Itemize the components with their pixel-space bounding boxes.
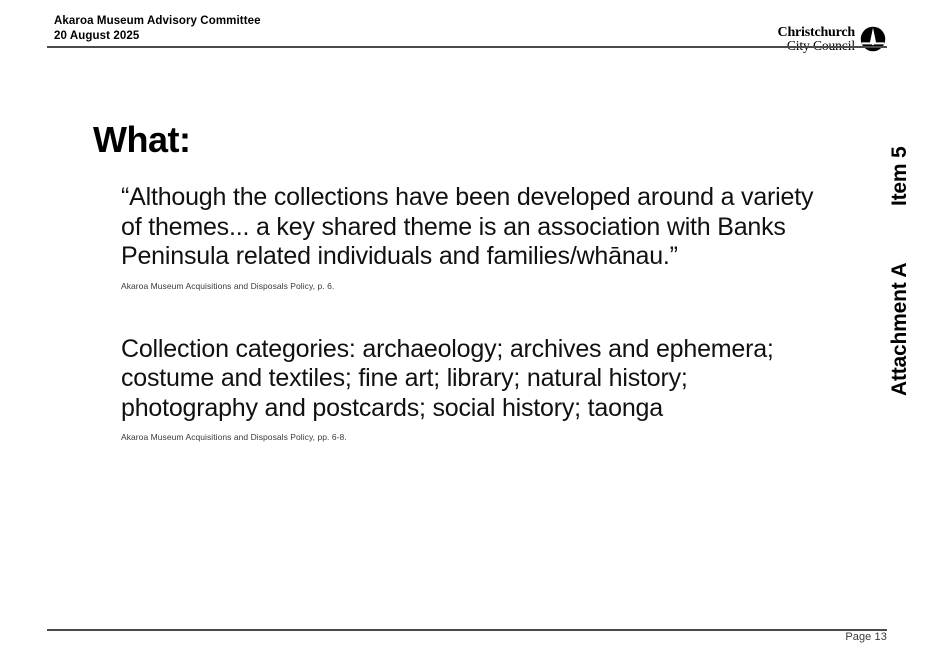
slide-content [93,118,823,443]
council-logo-line1: Christchurch [777,25,855,40]
footer-divider [47,629,887,631]
side-tab-attachment: Attachment A [888,262,911,396]
side-tab-item: Item 5 [888,146,911,206]
quote-citation: Akaroa Museum Acquisitions and Disposals Policy, p. 6. [121,280,335,291]
council-logo-wordmark [778,26,855,52]
categories-citation: Akaroa Museum Acquisitions and Disposals Policy, pp. 6-8. [121,432,347,442]
header-divider [47,46,887,48]
christchurch-city-council-emblem-icon [859,25,887,53]
meeting-title: Akaroa Museum Advisory Committee [54,15,261,27]
meeting-date: 20 August 2025 [54,30,140,42]
page-header [47,12,887,46]
collection-categories: Collection categories: archaeology; archives and ephemera; costume and textiles; fine art; library; natural history; photography and postcards; social history; taonga [121,334,774,422]
categories-block [121,335,823,444]
page-title: What: [93,119,191,160]
council-logo [778,25,887,53]
quote-block [121,183,823,292]
page-number: Page 13 [845,631,887,643]
policy-quote: “Although the collections have been developed around a variety of themes... a key shared theme is an association with Banks Peninsula related individuals and families/whānau.” [121,183,814,270]
